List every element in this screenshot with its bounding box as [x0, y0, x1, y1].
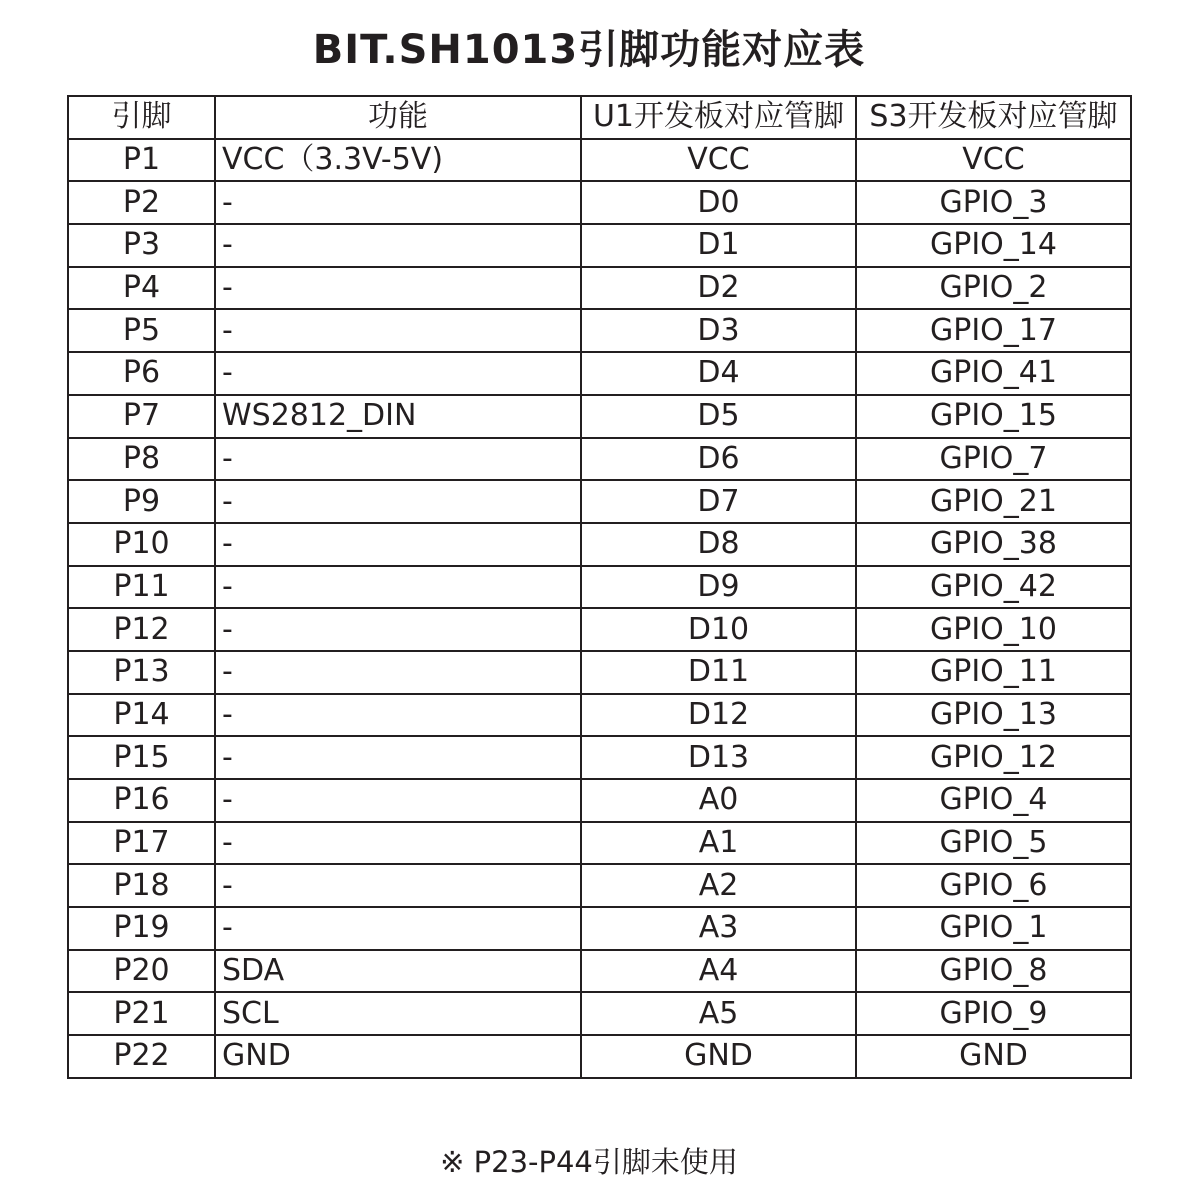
- table-row: [68, 608, 1131, 651]
- pin-cell: P12: [68, 608, 215, 651]
- u1-pin-cell: D12: [581, 694, 856, 737]
- pin-cell: P11: [68, 566, 215, 609]
- u1-pin-cell: D4: [581, 352, 856, 395]
- u1-pin-cell: D8: [581, 523, 856, 566]
- s3-pin-cell: GPIO_42: [856, 566, 1131, 609]
- pin-cell: P14: [68, 694, 215, 737]
- u1-pin-cell: A2: [581, 864, 856, 907]
- s3-pin-cell: GPIO_41: [856, 352, 1131, 395]
- pin-cell: P1: [68, 139, 215, 182]
- table-row: [68, 139, 1131, 182]
- table-row: [68, 779, 1131, 822]
- table-row: [68, 224, 1131, 267]
- s3-pin-cell: VCC: [856, 139, 1131, 182]
- header-pin: 引脚: [68, 96, 215, 139]
- header-s3-pin: S3开发板对应管脚: [856, 96, 1131, 139]
- s3-pin-cell: GPIO_10: [856, 608, 1131, 651]
- s3-pin-cell: GPIO_17: [856, 309, 1131, 352]
- pin-cell: P7: [68, 395, 215, 438]
- table-body: [68, 139, 1131, 1078]
- header-u1-pin: U1开发板对应管脚: [581, 96, 856, 139]
- pin-cell: P22: [68, 1035, 215, 1078]
- table-row: [68, 736, 1131, 779]
- u1-pin-cell: D11: [581, 651, 856, 694]
- u1-pin-cell: A1: [581, 822, 856, 865]
- s3-pin-cell: GPIO_2: [856, 267, 1131, 310]
- table-row: [68, 864, 1131, 907]
- function-cell: -: [215, 480, 581, 523]
- table-row: [68, 480, 1131, 523]
- u1-pin-cell: D0: [581, 181, 856, 224]
- pin-cell: P9: [68, 480, 215, 523]
- pin-cell: P20: [68, 950, 215, 993]
- table-row: [68, 907, 1131, 950]
- u1-pin-cell: D13: [581, 736, 856, 779]
- function-cell: VCC（3.3V-5V): [215, 139, 581, 182]
- pin-cell: P19: [68, 907, 215, 950]
- table-row: [68, 267, 1131, 310]
- function-cell: -: [215, 523, 581, 566]
- pin-cell: P18: [68, 864, 215, 907]
- s3-pin-cell: GPIO_8: [856, 950, 1131, 993]
- table-row: [68, 523, 1131, 566]
- u1-pin-cell: A4: [581, 950, 856, 993]
- function-cell: -: [215, 864, 581, 907]
- function-cell: -: [215, 608, 581, 651]
- function-cell: -: [215, 352, 581, 395]
- table-row: [68, 181, 1131, 224]
- u1-pin-cell: D10: [581, 608, 856, 651]
- pin-cell: P15: [68, 736, 215, 779]
- u1-pin-cell: D3: [581, 309, 856, 352]
- table-row: [68, 566, 1131, 609]
- s3-pin-cell: GPIO_21: [856, 480, 1131, 523]
- function-cell: -: [215, 181, 581, 224]
- function-cell: -: [215, 907, 581, 950]
- table-row: [68, 395, 1131, 438]
- pin-cell: P6: [68, 352, 215, 395]
- s3-pin-cell: GPIO_15: [856, 395, 1131, 438]
- pin-cell: P2: [68, 181, 215, 224]
- s3-pin-cell: GPIO_9: [856, 992, 1131, 1035]
- table-row: [68, 992, 1131, 1035]
- pin-cell: P16: [68, 779, 215, 822]
- footnote: ※ P23-P44引脚未使用: [440, 1145, 738, 1179]
- s3-pin-cell: GPIO_3: [856, 181, 1131, 224]
- function-cell: -: [215, 651, 581, 694]
- page-title: BIT.SH1013引脚功能对应表: [312, 27, 866, 73]
- u1-pin-cell: GND: [581, 1035, 856, 1078]
- table-row: [68, 950, 1131, 993]
- table-row: [68, 822, 1131, 865]
- u1-pin-cell: A5: [581, 992, 856, 1035]
- s3-pin-cell: GPIO_1: [856, 907, 1131, 950]
- function-cell: -: [215, 822, 581, 865]
- table-row: [68, 309, 1131, 352]
- u1-pin-cell: A0: [581, 779, 856, 822]
- s3-pin-cell: GND: [856, 1035, 1131, 1078]
- s3-pin-cell: GPIO_5: [856, 822, 1131, 865]
- u1-pin-cell: D9: [581, 566, 856, 609]
- table-header-row: [68, 96, 1131, 139]
- s3-pin-cell: GPIO_12: [856, 736, 1131, 779]
- pin-cell: P3: [68, 224, 215, 267]
- table-row: [68, 438, 1131, 481]
- header-function: 功能: [215, 96, 581, 139]
- s3-pin-cell: GPIO_7: [856, 438, 1131, 481]
- function-cell: WS2812_DIN: [215, 395, 581, 438]
- function-cell: -: [215, 736, 581, 779]
- table-row: [68, 1035, 1131, 1078]
- pin-cell: P21: [68, 992, 215, 1035]
- function-cell: SDA: [215, 950, 581, 993]
- table-row: [68, 651, 1131, 694]
- pin-cell: P4: [68, 267, 215, 310]
- function-cell: -: [215, 267, 581, 310]
- pin-cell: P5: [68, 309, 215, 352]
- function-cell: -: [215, 224, 581, 267]
- pin-function-table: [67, 95, 1132, 1079]
- u1-pin-cell: D7: [581, 480, 856, 523]
- table-row: [68, 694, 1131, 737]
- function-cell: -: [215, 309, 581, 352]
- u1-pin-cell: D2: [581, 267, 856, 310]
- u1-pin-cell: D1: [581, 224, 856, 267]
- pin-cell: P17: [68, 822, 215, 865]
- s3-pin-cell: GPIO_4: [856, 779, 1131, 822]
- function-cell: -: [215, 694, 581, 737]
- u1-pin-cell: VCC: [581, 139, 856, 182]
- u1-pin-cell: D5: [581, 395, 856, 438]
- pin-cell: P13: [68, 651, 215, 694]
- function-cell: -: [215, 779, 581, 822]
- s3-pin-cell: GPIO_13: [856, 694, 1131, 737]
- pin-cell: P10: [68, 523, 215, 566]
- u1-pin-cell: A3: [581, 907, 856, 950]
- function-cell: SCL: [215, 992, 581, 1035]
- table-row: [68, 352, 1131, 395]
- s3-pin-cell: GPIO_6: [856, 864, 1131, 907]
- s3-pin-cell: GPIO_14: [856, 224, 1131, 267]
- function-cell: GND: [215, 1035, 581, 1078]
- u1-pin-cell: D6: [581, 438, 856, 481]
- function-cell: -: [215, 438, 581, 481]
- pin-cell: P8: [68, 438, 215, 481]
- s3-pin-cell: GPIO_11: [856, 651, 1131, 694]
- function-cell: -: [215, 566, 581, 609]
- s3-pin-cell: GPIO_38: [856, 523, 1131, 566]
